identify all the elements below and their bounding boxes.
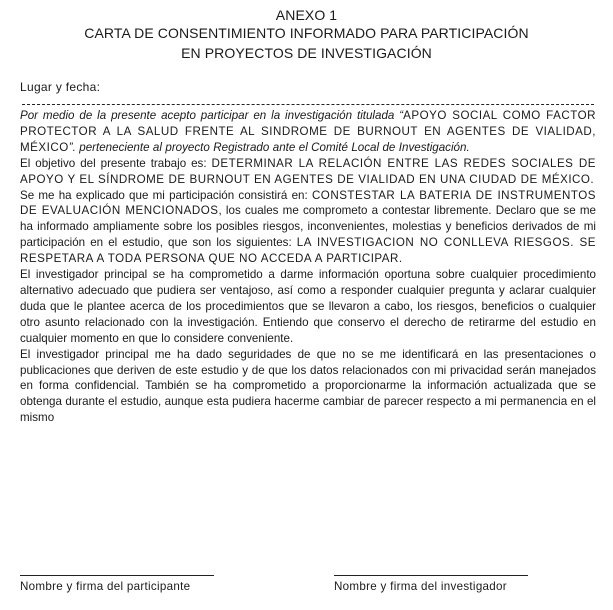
place-date-blank-line xyxy=(22,104,594,105)
document-title-line-1: CARTA DE CONSENTIMIENTO INFORMADO PARA PARTICIPACIÓN xyxy=(84,25,529,41)
participation-outro: ”. perteneciente al proyecto Registrado ante el Comité Local de Investigación. xyxy=(68,140,470,154)
paragraph-confidentiality: El investigador principal me ha dado seguridades de que no se me identificará en las presentaciones o publicaciones que deriven de este estudio y de que los datos relacionados con mi privacidad serán manejados en forma confidencial. También se ha comprometido a proporcionarme la información actualizada que se obtenga durante el estudio, aunque esta pudiera hacerme cambiar de parecer respecto a mi permanencia en el mismo xyxy=(20,347,596,425)
paragraph-procedure xyxy=(20,188,596,268)
participant-signature-line xyxy=(20,575,214,576)
document-title-line-2: EN PROYECTOS DE INVESTIGACIÓN xyxy=(181,45,432,61)
procedure-task: CONSTESTAR LA BATERIA DE INSTRUMENTOS DE EVALUACIÓN MENCIONADOS xyxy=(20,188,596,218)
investigator-signature-line xyxy=(334,575,528,576)
participant-signature-label: Nombre y firma del participante xyxy=(20,580,191,593)
study-title: APOYO SOCIAL COMO FACTOR PROTECTOR A LA SALUD FRENTE AL SINDROME DE BURNOUT EN AGENTES DE VIALIDAD, MÉXICO xyxy=(20,109,596,154)
paragraph-participation xyxy=(20,108,596,156)
objective-text: DETERMINAR LA RELACIÓN ENTRE LAS REDES SOCIALES DE APOYO Y EL SÍNDROME DE BURNOUT EN AGENTES DE VIALIDAD EN UNA CIUDAD DE MÉXICO. xyxy=(20,156,596,186)
objective-intro: El objetivo del presente trabajo es: xyxy=(20,156,212,170)
paragraph-investigator-commitment: El investigador principal se ha comprometido a darme información oportuna sobre cualquier procedimiento alternativo adecuado que pudiera ser ventajoso, así como a responder cualquier pregunta y aclarar cualquier duda que le plantee acerca de los procedimientos que se llevaron a cabo, los riesgos, beneficios o cualquier otro asunto relacionado con la investigación. Entiendo que conservo el derecho de retirarme del estudio en cualquier momento en que lo considere conveniente. xyxy=(20,268,596,345)
participation-intro: Por medio de la presente acepto participar en la investigación titulada “ xyxy=(20,109,404,122)
procedure-intro: Se me ha explicado que mi participación consistirá en: xyxy=(20,188,312,202)
risks-statement: LA INVESTIGACION NO CONLLEVA RIESGOS. SE RESPETARA A TODA PERSONA QUE NO ACCEDA A PARTICIPAR. xyxy=(20,236,596,266)
annex-heading: ANEXO 1 xyxy=(275,7,338,23)
procedure-details: , los cuales me comprometo a contestar libremente. Declaro que se me ha informado ampliamente sobre los posibles riesgos, inconvenientes, molestias y beneficios derivados de mi participación en el estudio, que son los siguientes: xyxy=(20,204,596,250)
paragraph-objective xyxy=(20,156,596,188)
investigator-signature-label: Nombre y firma del investigador xyxy=(334,580,507,593)
place-date-label: Lugar y fecha: xyxy=(20,80,101,94)
consent-body xyxy=(20,108,596,426)
